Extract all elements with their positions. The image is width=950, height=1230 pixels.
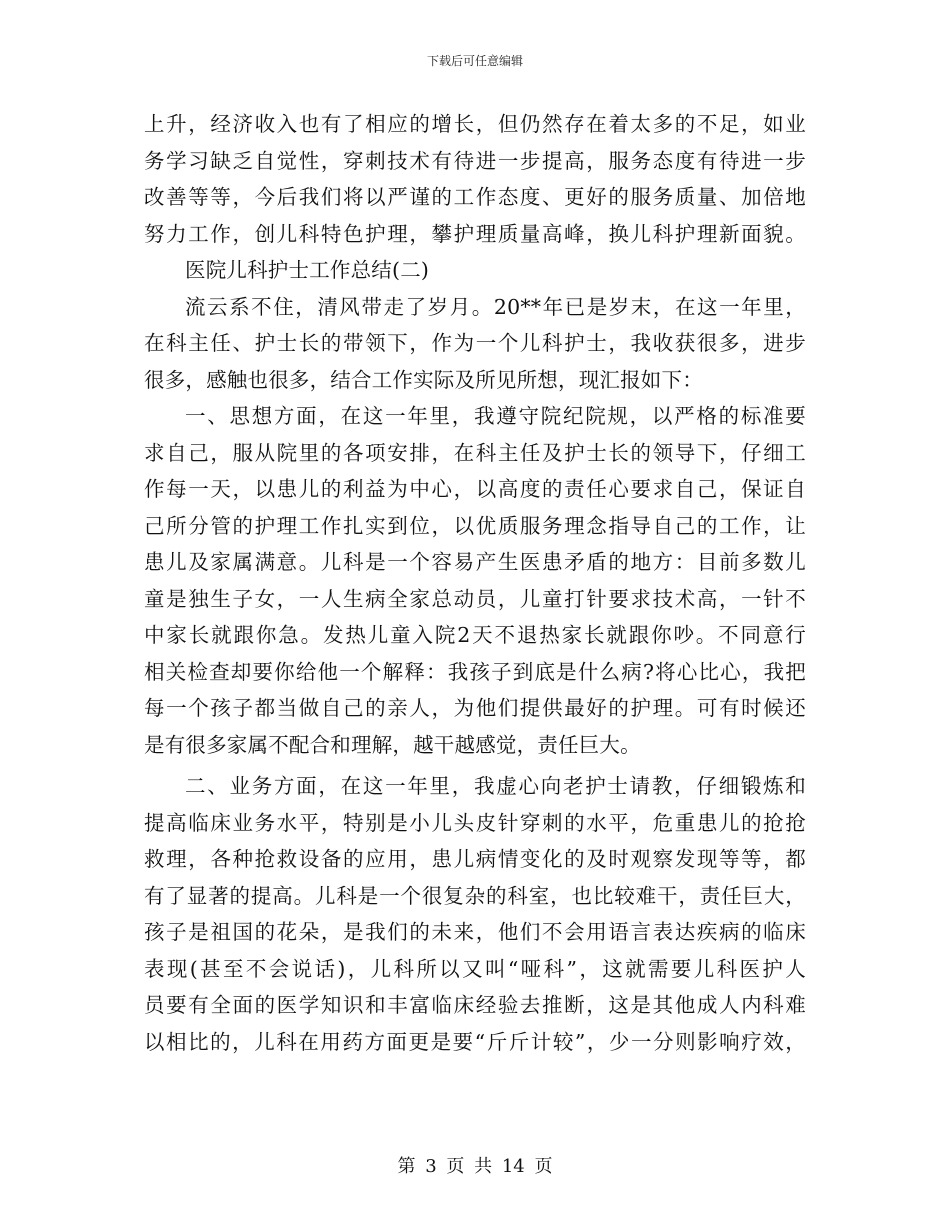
body-line: 员要有全面的医学知识和丰富临床经验去推断，这是其他成人内科难 xyxy=(144,993,806,1017)
body-line: 提高临床业务水平，特别是小儿头皮针穿刺的水平，危重患儿的抢抢 xyxy=(144,810,806,835)
body-line: 在科主任、护士长的带领下，作为一个儿科护士，我收获很多，进步 xyxy=(144,331,806,355)
body-line: 努力工作，创儿科特色护理，攀护理质量高峰，换儿科护理新面貌。 xyxy=(144,221,806,246)
body-line: 表现(甚至不会说话)，儿科所以又叫“哑科”，这就需要儿科医护人 xyxy=(144,956,806,981)
body-line: 是有很多家属不配合和理解，越干越感觉，责任巨大。 xyxy=(144,732,641,757)
body-line: 改善等等，今后我们将以严谨的工作态度、更好的服务质量、加倍地 xyxy=(144,185,806,209)
body-line: 二、业务方面，在这一年里，我虚心向老护士请教，仔细锻炼和 xyxy=(185,774,806,798)
body-line: 己所分管的护理工作扎实到位，以优质服务理念指导自己的工作，让 xyxy=(144,513,806,538)
body-line: 孩子是祖国的花朵，是我们的未来，他们不会用语言表达疾病的临床 xyxy=(144,920,806,944)
body-line: 求自己，服从院里的各项安排，在科主任及护士长的领导下，仔细工 xyxy=(144,440,806,465)
body-line: 相关检查却要你给他一个解释：我孩子到底是什么病?将心比心，我把 xyxy=(144,659,806,684)
body-line: 很多，感触也很多，结合工作实际及所见所想，现汇报如下： xyxy=(144,367,703,392)
body-line: 上升，经济收入也有了相应的增长，但仍然存在着太多的不足，如业 xyxy=(144,112,806,136)
body-line: 救理，各种抢救设备的应用，患儿病情变化的及时观察发现等等，都 xyxy=(144,847,806,871)
body-line: 中家长就跟你急。发热儿童入院2天不退热家长就跟你吵。不同意行 xyxy=(144,623,806,647)
body-line: 作每一天，以患儿的利益为中心，以高度的责任心要求自己，保证自 xyxy=(144,477,806,501)
section-heading: 医院儿科护士工作总结(二) xyxy=(185,258,430,282)
page-number-footer: 第 3 页 共 14 页 xyxy=(397,1156,553,1177)
body-line: 流云系不住，清风带走了岁月。20**年已是岁末，在这一年里， xyxy=(185,294,806,319)
body-line: 患儿及家属满意。儿科是一个容易产生医患矛盾的地方：目前多数儿 xyxy=(144,550,806,574)
body-line: 以相比的，儿科在用药方面更是要“斤斤计较”，少一分则影响疗效， xyxy=(144,1029,806,1054)
body-line: 童是独生子女，一人生病全家总动员，儿童打针要求技术高，一针不 xyxy=(144,586,806,611)
body-line: 务学习缺乏自觉性，穿刺技术有待进一步提高，服务态度有待进一步 xyxy=(144,148,806,173)
body-line: 一、思想方面，在这一年里，我遵守院纪院规，以严格的标准要 xyxy=(185,404,806,428)
body-line: 有了显著的提高。儿科是一个很复杂的科室，也比较难干，责任巨大， xyxy=(144,883,806,908)
page-header: 下载后可任意编辑 xyxy=(426,54,523,68)
document-body xyxy=(144,106,806,1060)
body-line: 每一个孩子都当做自己的亲人，为他们提供最好的护理。可有时候还 xyxy=(144,696,806,720)
